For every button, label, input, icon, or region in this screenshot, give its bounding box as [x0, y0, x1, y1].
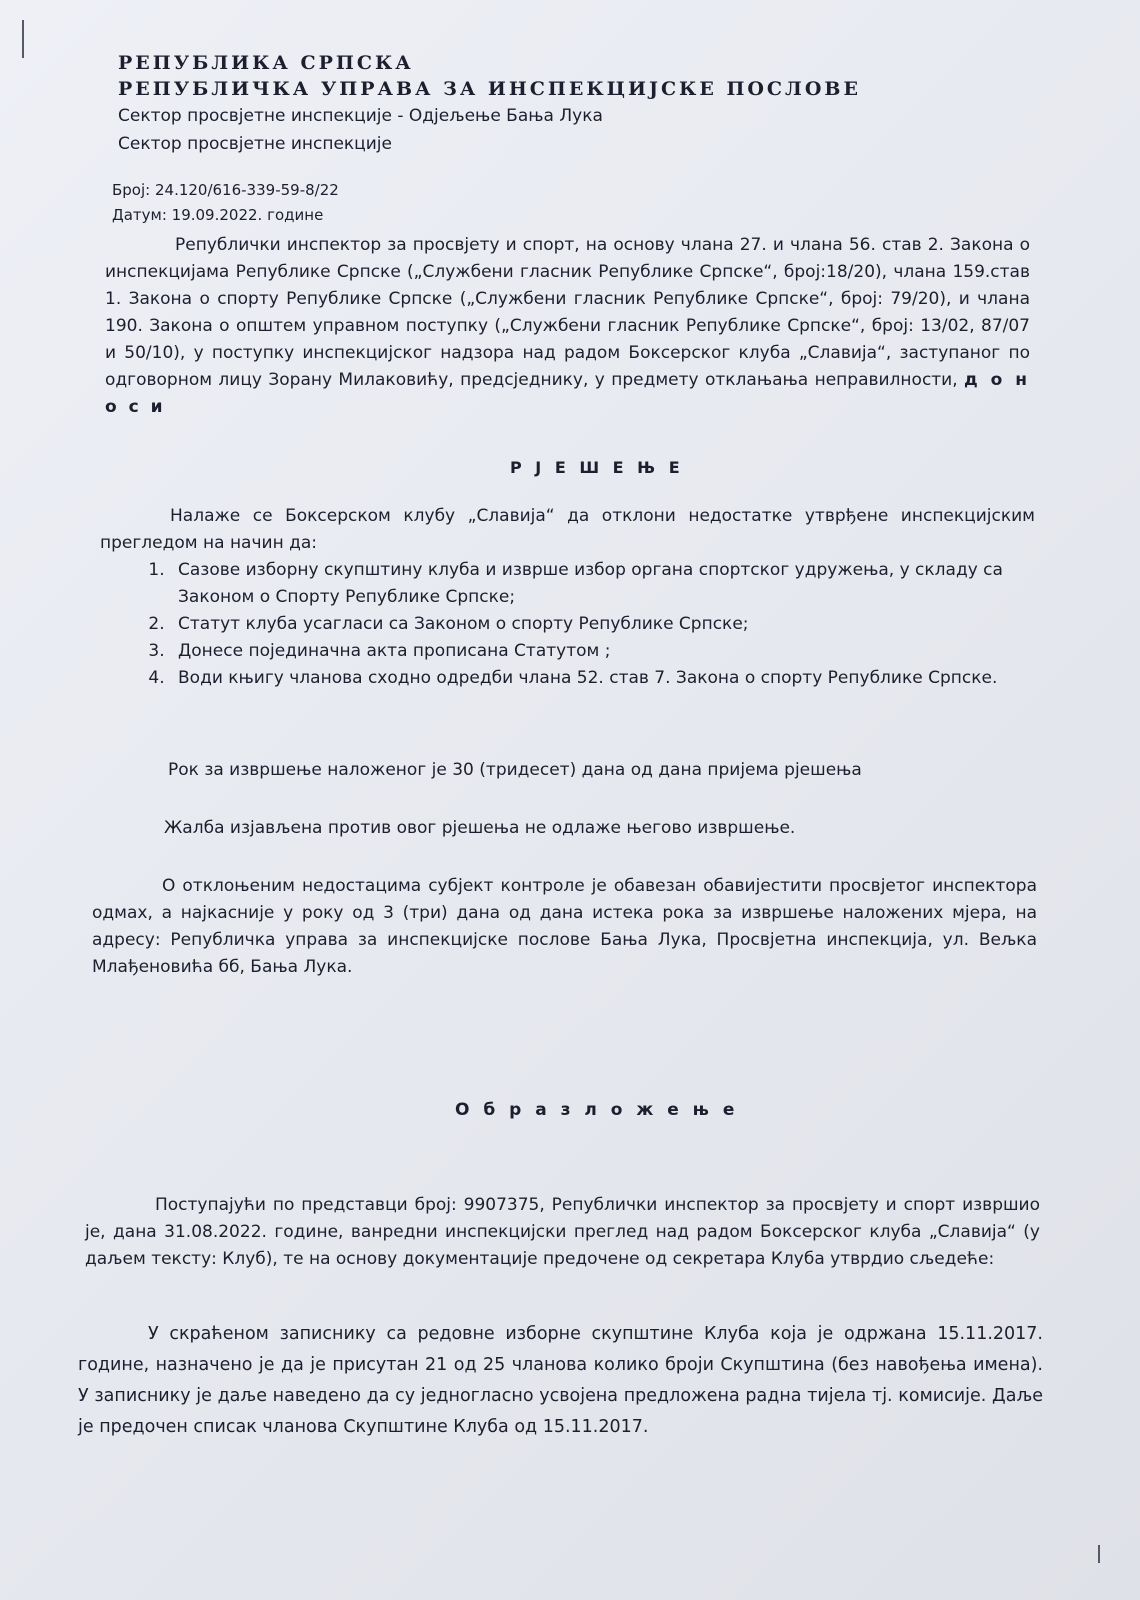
republic-name: РЕПУБЛИКА СРПСКА: [118, 52, 414, 74]
document-date: Датум: 19.09.2022. године: [112, 206, 324, 224]
intro-verb: д о н о с и: [105, 370, 1030, 417]
document-meta: [112, 178, 339, 228]
appeal-text: Жалба изјављена против овог рјешења не одлаже његово извршење.: [164, 818, 796, 838]
reasoning-title: О б р а з л о ж е њ е: [455, 1100, 739, 1120]
list-item: 2. Статут клуба усагласи са Законом о спорту Републике Српске;: [170, 611, 1050, 638]
letterhead: [118, 50, 861, 158]
list-item: 3. Донесе појединачна акта прописана Статутом ;: [170, 638, 1050, 665]
page-edge-mark: [1098, 1545, 1100, 1563]
sector-name: Сектор просвјетне инспекције: [118, 134, 392, 154]
margin-pen-mark: [22, 20, 24, 58]
department-name: Сектор просвјетне инспекције - Одјељење Бања Лука: [118, 106, 603, 126]
intro-paragraph: [105, 232, 1030, 421]
decision-lead: Налаже се Боксерском клубу „Славија“ да отклони недостатке утврђене инспекцијским прегледом на начин да:: [100, 506, 1035, 553]
notice-paragraph: О отклоњеним недостацима субјект контроле је обавезан обавијестити просвјетог инспектора одмах, а најкасније у року од 3 (три) дана од дана истека рока за извршење наложених мјера, на адресу: Републичка управа за инспекцијске послове Бања Лука, Просвјетна инспекција, ул. Вељка Млађеновића бб, Бања Лука.: [92, 876, 1037, 977]
decision-list: [130, 557, 1050, 692]
decision-title: Р Ј Е Ш Е Њ Е: [510, 458, 684, 477]
list-item: 4. Води књигу чланова сходно одредби члана 52. став 7. Закона о спорту Републике Српске.: [170, 665, 1050, 692]
reasoning-paragraph-2: У скраћеном записнику са редовне изборне скупштине Клуба која је одржана 15.11.2017. године, назначено је да је присутан 21 од 25 чланова колико броји Скупштина (без навођења имена). У записнику је даље наведено да су једногласно усвојена предложена радна тијела тј. комисије. Даље је предочен списак чланова Скупштине Клуба од 15.11.2017.: [78, 1324, 1043, 1437]
intro-text: Републички инспектор за просвјету и спорт, на основу члана 27. и члана 56. став 2. Закона о инспекцијама Републике Српске („Службени гласник Републике Српске“, број:18/20), члана 159.став 1. Закона о спорту Републике Српске („Службени гласник Републике Српске“, број: 79/20), и члана 190. Закона о општем управном поступку („Службени гласник Републике Српске“, број: 13/02, 87/07 и 50/10), у поступку инспекцијског надзора над радом Боксерског клуба „Славија“, заступаног по одговорном лицу Зорану Милаковићу, предсједнику, у предмету отклањања неправилности,: [105, 235, 1030, 390]
list-item: 1. Сазове изборну скупштину клуба и изврше избор органа спортског удружења, у складу са Законом о Спорту Републике Српске;: [170, 557, 1050, 611]
agency-name: РЕПУБЛИЧКА УПРАВА ЗА ИНСПЕКЦИЈСКЕ ПОСЛОВЕ: [118, 78, 861, 100]
reasoning-paragraph-1: Поступајући по представци број: 9907375, Републички инспектор за просвјету и спорт извршио је, дана 31.08.2022. године, ванредни инспекцијски преглед над радом Боксерског клуба „Славија“ (у даљем тексту: Клуб), те на основу документације предочене од секретара Клуба утврдио сљедеће:: [85, 1195, 1040, 1269]
document-number: Број: 24.120/616-339-59-8/22: [112, 181, 339, 199]
deadline-text: Рок за извршење наложеног је 30 (тридесет) дана од дана пријема рјешења: [168, 760, 862, 780]
